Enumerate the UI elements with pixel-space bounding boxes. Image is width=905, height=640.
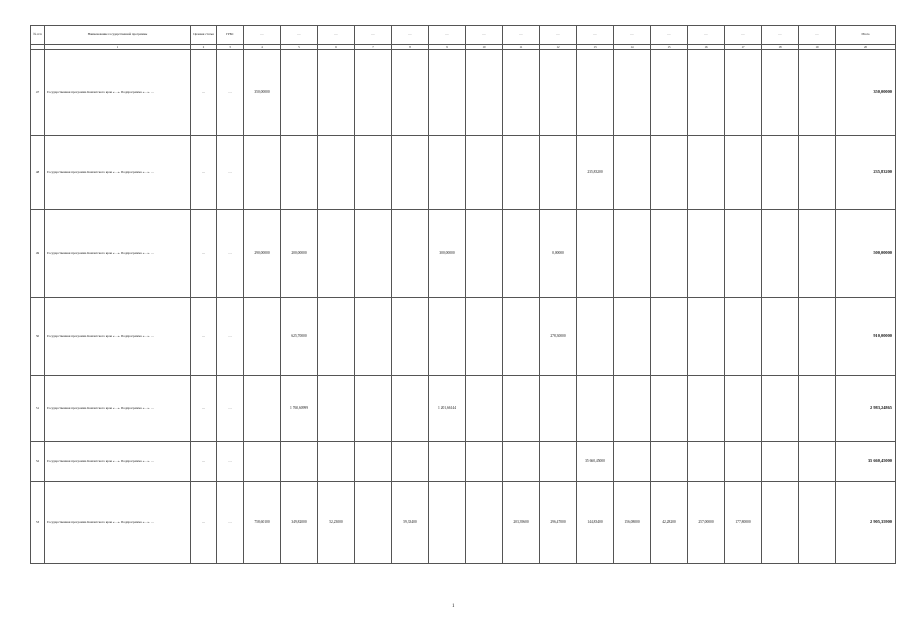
amount-cell [503,376,540,442]
amount-cell: 200,00000 [281,210,318,298]
column-number: 10 [466,45,503,50]
column-header: … [281,26,318,45]
total-cell: 2 983,24865 [836,376,896,442]
target-code: … [191,50,217,136]
column-header: … [429,26,466,45]
table-row [31,442,896,482]
amount-cell [392,210,429,298]
amount-cell [799,210,836,298]
amount-cell [392,298,429,376]
amount-cell [466,442,503,482]
amount-cell [762,482,799,564]
column-header: … [614,26,651,45]
amount-cell [651,136,688,210]
table-row [31,376,896,442]
total-cell: 910,00000 [836,298,896,376]
total-cell: 235,83200 [836,136,896,210]
amount-cell [614,136,651,210]
document-sheet [30,25,892,564]
amount-cell: 1 201,66144 [429,376,466,442]
column-number: 20 [836,45,896,50]
amount-cell: 177,80000 [725,482,762,564]
amount-cell: 0,00000 [540,210,577,298]
amount-cell [651,50,688,136]
header-row [31,26,896,45]
amount-cell [244,376,281,442]
amount-cell [762,50,799,136]
amount-cell [466,298,503,376]
column-number: 3 [217,45,244,50]
column-number: 14 [614,45,651,50]
amount-cell [688,210,725,298]
grbs-cell: … [217,50,244,136]
amount-cell [577,376,614,442]
amount-cell [466,50,503,136]
target-code: … [191,210,217,298]
program-description: Государственная программа Камчатского края «…». Подпрограмма «…». … [45,482,191,564]
amount-cell [725,376,762,442]
amount-cell: 52,23000 [318,482,355,564]
amount-cell [688,376,725,442]
table-row [31,298,896,376]
amount-cell [614,50,651,136]
amount-cell [429,50,466,136]
grbs-cell: … [217,210,244,298]
row-number: 48 [31,136,45,210]
target-code: … [191,298,217,376]
amount-cell [318,50,355,136]
column-header: № п/п [31,26,45,45]
column-header: … [466,26,503,45]
amount-cell [429,482,466,564]
column-header: … [392,26,429,45]
amount-cell: 257,00000 [688,482,725,564]
program-description: Государственная программа Камчатского края «…». Подпрограмма «…». … [45,298,191,376]
amount-cell [466,376,503,442]
amount-cell: 42,28200 [651,482,688,564]
column-header: … [725,26,762,45]
amount-cell [429,442,466,482]
amount-cell [355,376,392,442]
amount-cell: 235,83200 [577,136,614,210]
amount-cell [725,136,762,210]
amount-cell [503,298,540,376]
amount-cell [688,136,725,210]
amount-cell: 1 760,60999 [281,376,318,442]
amount-cell [577,298,614,376]
column-number: 7 [355,45,392,50]
column-header: … [540,26,577,45]
row-number: 50 [31,298,45,376]
program-description: Государственная программа Камчатского края «…». Подпрограмма «…». … [45,50,191,136]
grbs-cell: … [217,482,244,564]
amount-cell [355,442,392,482]
amount-cell [725,298,762,376]
amount-cell: 59,33400 [392,482,429,564]
amount-cell [503,210,540,298]
amount-cell [503,442,540,482]
amount-cell [614,442,651,482]
column-header: … [799,26,836,45]
amount-cell: 35 660,45000 [577,442,614,482]
grbs-cell: … [217,442,244,482]
column-number: 2 [191,45,217,50]
total-cell: 2 905,35900 [836,482,896,564]
amount-cell [318,376,355,442]
column-header: … [244,26,281,45]
amount-cell [281,136,318,210]
column-header: Итого [836,26,896,45]
amount-cell [762,210,799,298]
grbs-cell: … [217,298,244,376]
amount-cell: 203,39600 [503,482,540,564]
amount-cell [318,298,355,376]
budget-table [30,25,896,564]
amount-cell [503,136,540,210]
amount-cell [244,442,281,482]
amount-cell: 349,82000 [281,482,318,564]
amount-cell [688,442,725,482]
total-cell: 350,00000 [836,50,896,136]
table-row [31,50,896,136]
column-number: 17 [725,45,762,50]
amount-cell [429,136,466,210]
amount-cell [244,136,281,210]
amount-cell [799,482,836,564]
column-header: … [503,26,540,45]
row-number: 52 [31,442,45,482]
column-number: 15 [651,45,688,50]
amount-cell [392,376,429,442]
amount-cell: 350,00000 [244,50,281,136]
amount-cell [688,50,725,136]
amount-cell [725,210,762,298]
amount-cell [762,376,799,442]
row-number: 47 [31,50,45,136]
target-code: … [191,136,217,210]
column-header: Целевая статья [191,26,217,45]
amount-cell [651,376,688,442]
amount-cell [466,136,503,210]
row-number: 51 [31,376,45,442]
amount-cell [799,442,836,482]
column-header: … [688,26,725,45]
amount-cell: 144,83400 [577,482,614,564]
target-code: … [191,376,217,442]
column-number: 1 [45,45,191,50]
amount-cell: 278,30000 [540,298,577,376]
column-header: … [577,26,614,45]
amount-cell [540,442,577,482]
program-description: Государственная программа Камчатского края «…». Подпрограмма «…». … [45,442,191,482]
amount-cell [355,482,392,564]
column-number: 13 [577,45,614,50]
amount-cell [392,50,429,136]
amount-cell [392,136,429,210]
amount-cell [540,376,577,442]
amount-cell [540,50,577,136]
amount-cell [762,442,799,482]
row-number: 53 [31,482,45,564]
amount-cell [244,298,281,376]
amount-cell [355,210,392,298]
amount-cell [318,210,355,298]
amount-cell: 290,00000 [244,210,281,298]
column-number: 4 [244,45,281,50]
amount-cell: 758,60100 [244,482,281,564]
column-number: 6 [318,45,355,50]
program-description: Государственная программа Камчатского края «…». Подпрограмма «…». … [45,210,191,298]
column-header: ГРБС [217,26,244,45]
target-code: … [191,442,217,482]
amount-cell [651,442,688,482]
amount-cell [355,50,392,136]
amount-cell [762,298,799,376]
amount-cell: 156,08000 [614,482,651,564]
amount-cell [318,442,355,482]
total-cell: 35 660,45000 [836,442,896,482]
amount-cell [651,210,688,298]
table-row [31,136,896,210]
amount-cell [429,298,466,376]
column-header: … [355,26,392,45]
amount-cell [281,50,318,136]
target-code: … [191,482,217,564]
amount-cell [651,298,688,376]
amount-cell [725,442,762,482]
table-row [31,210,896,298]
amount-cell [503,50,540,136]
amount-cell [577,50,614,136]
total-cell: 500,00000 [836,210,896,298]
column-number: 8 [392,45,429,50]
program-description: Государственная программа Камчатского края «…». Подпрограмма «…». … [45,376,191,442]
amount-cell: 296,47000 [540,482,577,564]
column-number: 5 [281,45,318,50]
amount-cell [355,136,392,210]
amount-cell [466,210,503,298]
amount-cell [577,210,614,298]
column-number: 12 [540,45,577,50]
table-row [31,482,896,564]
amount-cell [614,298,651,376]
page-number: 1 [452,604,455,609]
grbs-cell: … [217,376,244,442]
program-description: Государственная программа Камчатского края «…». Подпрограмма «…». … [45,136,191,210]
amount-cell: 625,70000 [281,298,318,376]
column-header: … [651,26,688,45]
amount-cell [614,376,651,442]
amount-cell [355,298,392,376]
amount-cell [799,50,836,136]
column-number: 16 [688,45,725,50]
amount-cell [318,136,355,210]
amount-cell [725,50,762,136]
column-header: … [318,26,355,45]
amount-cell [688,298,725,376]
column-header: Наименование государственной программы [45,26,191,45]
column-number: 9 [429,45,466,50]
column-number: 11 [503,45,540,50]
amount-cell [281,442,318,482]
amount-cell [762,136,799,210]
amount-cell [799,376,836,442]
column-number: 19 [799,45,836,50]
amount-cell [799,298,836,376]
grbs-cell: … [217,136,244,210]
amount-cell [799,136,836,210]
amount-cell: 300,00000 [429,210,466,298]
column-number: 18 [762,45,799,50]
amount-cell [392,442,429,482]
amount-cell [540,136,577,210]
column-header: … [762,26,799,45]
amount-cell [614,210,651,298]
row-number: 49 [31,210,45,298]
amount-cell [466,482,503,564]
